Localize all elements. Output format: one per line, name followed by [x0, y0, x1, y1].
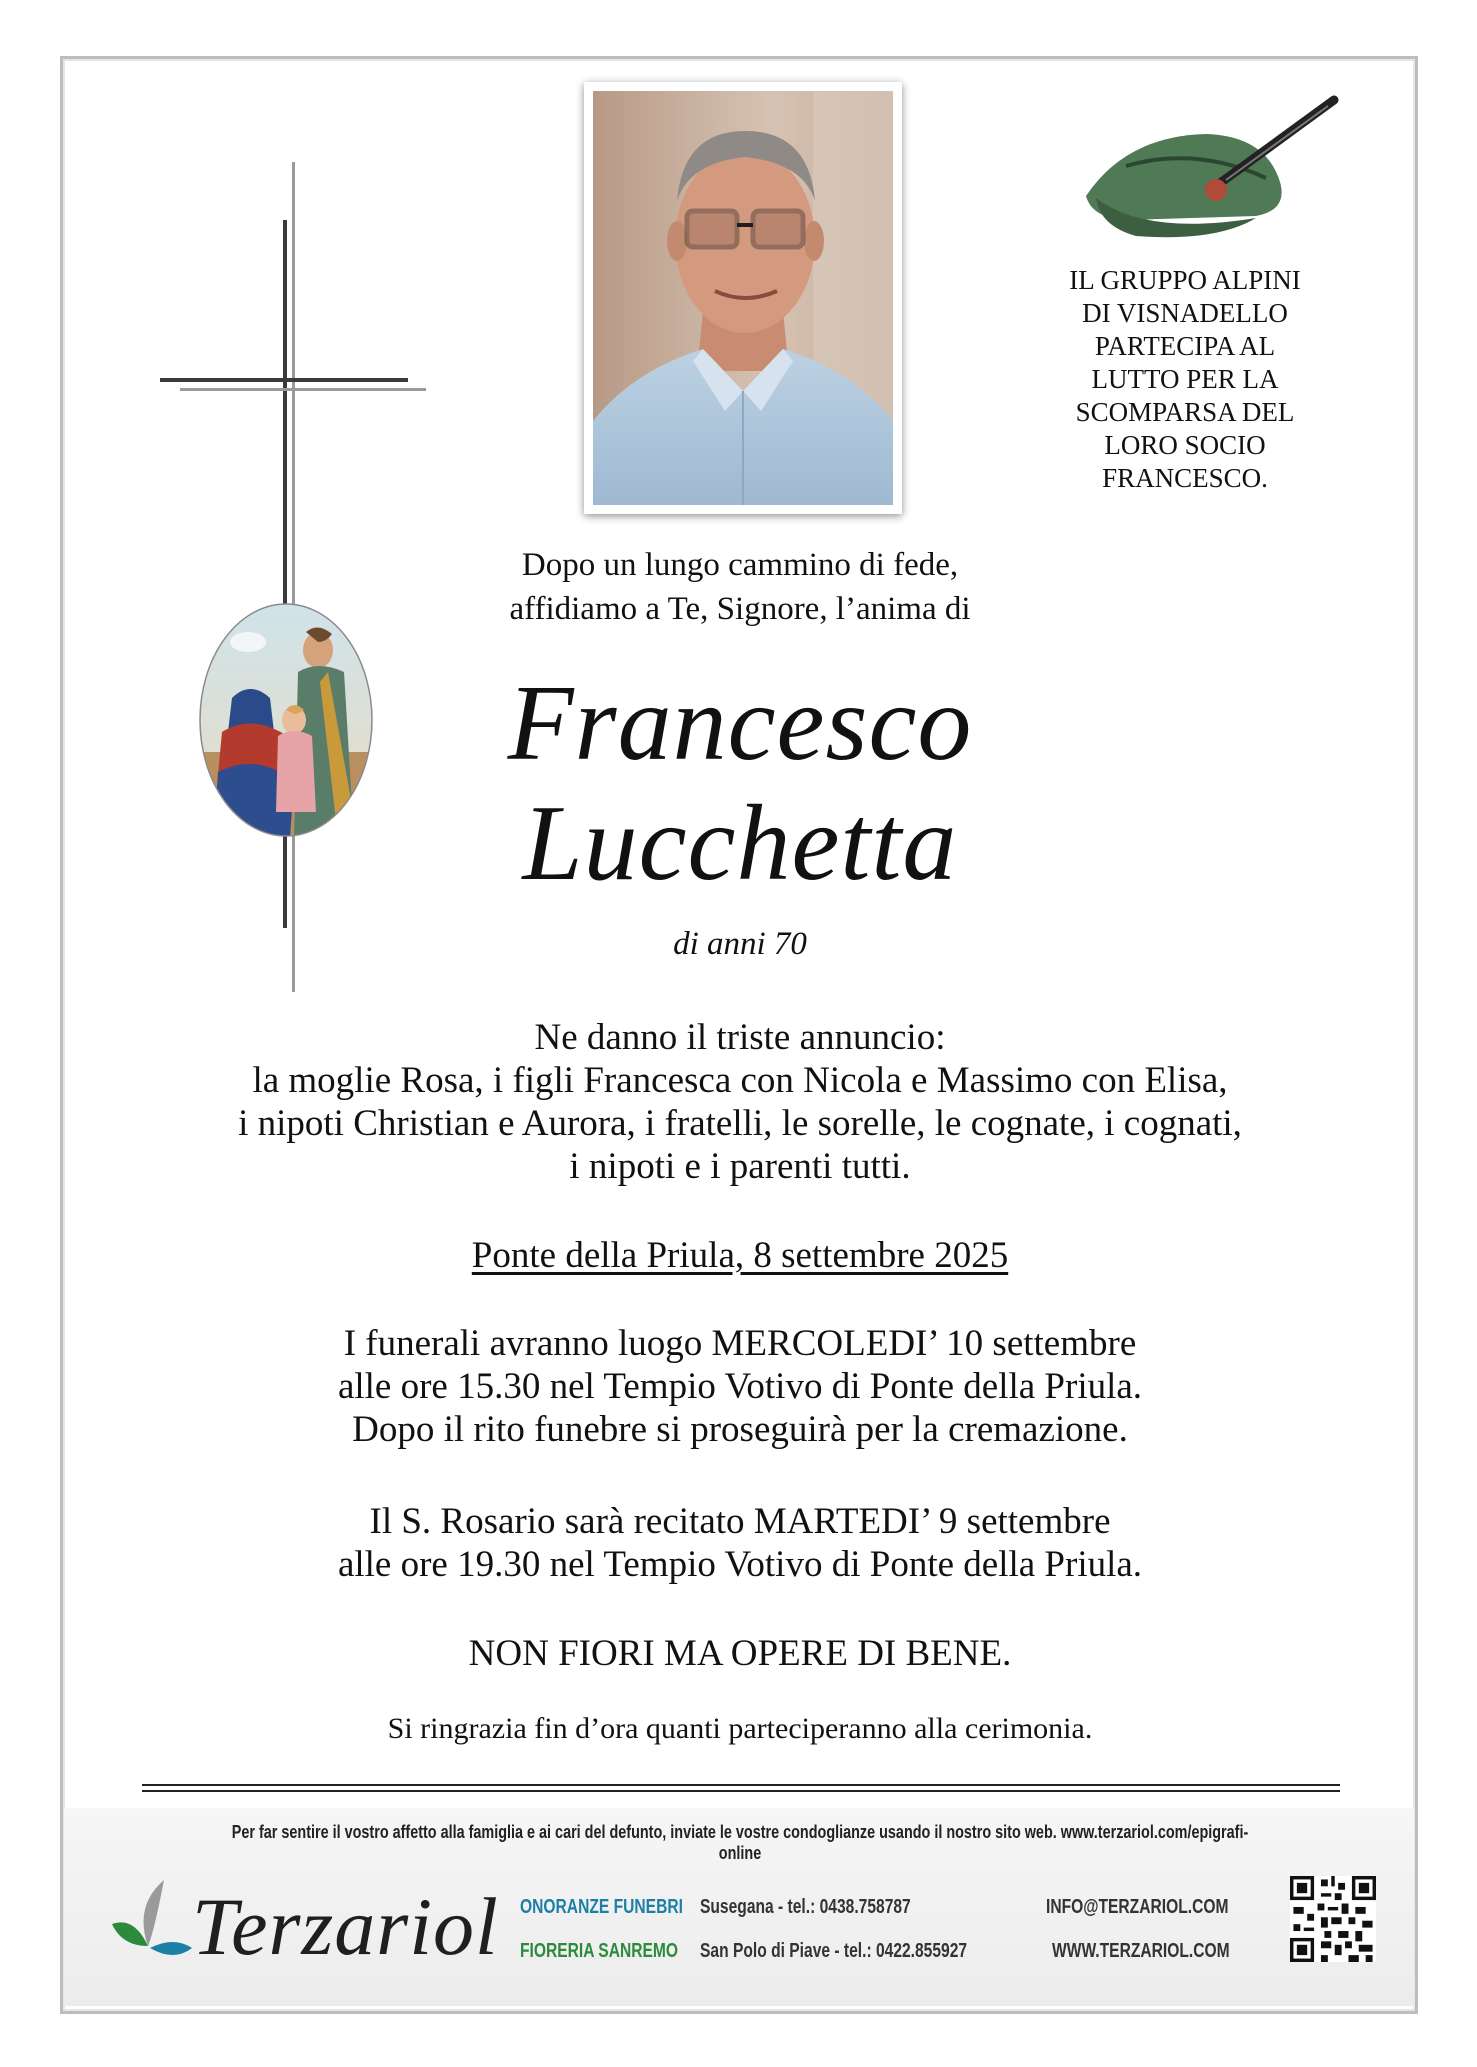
announcement-line: Ne danno il triste annuncio:	[534, 1017, 946, 1058]
funeral-line: Dopo il rito funebre si proseguirà per la cremazione.	[352, 1409, 1128, 1450]
thanks-text: Si ringrazia fin d’ora quanti parteciperanno alla cerimonia.	[387, 1712, 1093, 1745]
contact-email[interactable]: INFO@TERZARIOL.COM	[1046, 1896, 1229, 1918]
alpini-line: FRANCESCO.	[1102, 463, 1268, 493]
rosary-line: alle ore 19.30 nel Tempio Votivo di Ponte della Priula.	[337, 1544, 1143, 1585]
rosary-line: Il S. Rosario sarà recitato MARTEDI’ 9 settembre	[369, 1501, 1111, 1542]
alpini-line: DI VISNADELLO	[1082, 298, 1288, 328]
no-flowers: NON FIORI MA OPERE DI BENE.	[468, 1633, 1012, 1674]
location-san-polo: San Polo di Piave - tel.: 0422.855927	[700, 1940, 968, 1962]
service-funeral: ONORANZE FUNEBRI	[520, 1896, 683, 1918]
alpini-line: LUTTO PER LA	[1091, 364, 1279, 394]
contact-website[interactable]: WWW.TERZARIOL.COM	[1052, 1940, 1230, 1962]
funeral-info	[90, 1322, 1390, 1451]
alpini-condolence	[1040, 264, 1330, 495]
location-susegana: Susegana - tel.: 0438.758787	[700, 1896, 911, 1918]
qr-code-icon[interactable]	[1290, 1876, 1376, 1962]
announcement-line: i nipoti e i parenti tutti.	[569, 1146, 911, 1187]
deceased-last-name: Lucchetta	[522, 784, 958, 903]
intro-line: Dopo un lungo cammino di fede,	[521, 547, 959, 583]
place-date	[90, 1234, 1390, 1277]
divider	[142, 1790, 1340, 1792]
funeral-line: I funerali avranno luogo MERCOLEDI’ 10 settembre	[343, 1323, 1137, 1364]
rosary-info	[90, 1500, 1390, 1586]
terzariol-logo-icon	[104, 1876, 194, 1974]
announcement	[90, 1016, 1390, 1188]
announcement-line: i nipoti Christian e Aurora, i fratelli, le sorelle, le cognate, i cognati,	[238, 1103, 1242, 1144]
alpini-hat-icon	[1066, 86, 1344, 256]
deceased-first-name: Francesco	[507, 664, 973, 783]
holy-family-image	[198, 602, 374, 838]
divider	[142, 1784, 1340, 1786]
footer-note: Per far sentire il vostro affetto alla famiglia e ai cari del defunto, inviate le vostre condoglianze usando il nostro sito web. www.terzariol.com/epigrafi-online	[231, 1822, 1249, 1863]
portrait-photo	[584, 82, 902, 514]
alpini-line: LORO SOCIO	[1104, 430, 1266, 460]
intro-text	[360, 543, 1120, 631]
alpini-line: IL GRUPPO ALPINI	[1069, 265, 1301, 295]
funeral-line: alle ore 15.30 nel Tempio Votivo di Ponte della Priula.	[337, 1366, 1143, 1407]
place-date-text: Ponte della Priula, 8 settembre 2025	[471, 1235, 1009, 1276]
announcement-line: la moglie Rosa, i figli Francesca con Nicola e Massimo con Elisa,	[252, 1060, 1228, 1101]
deceased-age: di anni 70	[673, 926, 807, 962]
alpini-line: PARTECIPA AL	[1094, 331, 1276, 361]
intro-line: affidiamo a Te, Signore, l’anima di	[509, 591, 971, 627]
alpini-line: SCOMPARSA DEL	[1075, 397, 1295, 427]
brand-name: Terzariol	[192, 1881, 499, 1972]
service-florist: FIORERIA SANREMO	[520, 1940, 679, 1962]
